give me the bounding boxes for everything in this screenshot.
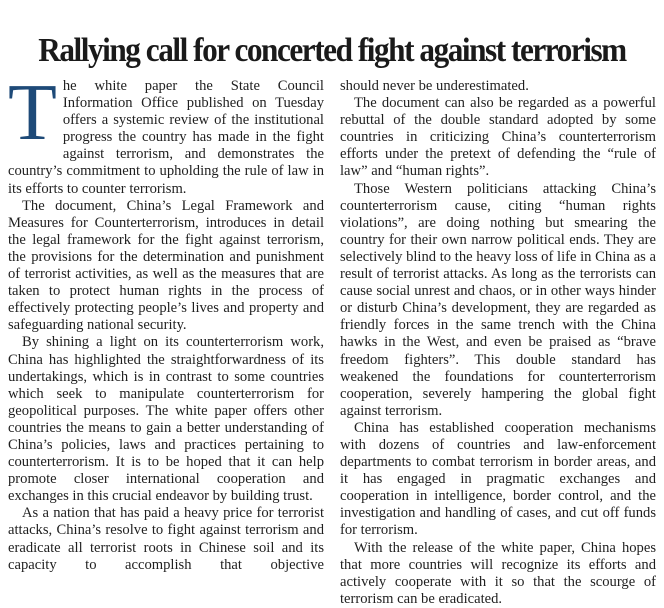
- headline: Rallying call for concerted fight against terrorism: [38, 31, 626, 69]
- article-column-left: [8, 69, 324, 574]
- paragraph-4: As a nation that has paid a heavy price for terrorist attacks, China’s resolve to fight against terrorism and eradicate all terrorist roots in Chinese soil and its capacity to accomplish that objective: [8, 505, 324, 573]
- paragraph-3: By shining a light on its counterterrorism work, China has highlighted the straightforwardness of its undertakings, which is in contrast to some countries which seek to manipulate counterterrorism for geopolitical purposes. The white paper offers other countries the means to gain a better understanding of China’s policies, laws and practices pertaining to counterterrorism. It is to be hoped that it can help promote closer international cooperation and exchanges in this crucial endeavor by building trust.: [8, 334, 324, 505]
- article-column-right: [340, 78, 656, 608]
- paragraph-8: With the release of the white paper, China hopes that more countries will recognize its efforts and actively cooperate with it so that the scourge of terrorism can be eradicated.: [340, 539, 656, 607]
- drop-cap: T: [8, 69, 57, 157]
- paragraph-1-text: he white paper the State Council Information Office published on Tuesday offers a systemic review of the institutional progress the country has made in the fight against terrorism, and demonstrates the country’s commitment to upholding the rule of law in its efforts to counter terrorism.: [8, 78, 324, 197]
- paragraph-7: China has established cooperation mechanisms with dozens of countries and law-enforcement departments to combat terrorism in border areas, and it has engaged in pragmatic exchanges and cooperation in intelligence, border control, and the investigation and handling of cases, and cut off funds for terrorism.: [340, 419, 656, 539]
- paragraph-5: The document can also be regarded as a powerful rebuttal of the double standard adopted by some countries in criticizing China’s counterterrorism efforts under the pretext of defending the “rule of law” and “human rights”.: [340, 95, 656, 180]
- paragraph-4-continued: should never be underestimated.: [340, 78, 529, 94]
- paragraph-1: [8, 69, 324, 198]
- paragraph-6: Those Western politicians attacking China’s counterterrorism cause, citing “human rights violations”, are doing nothing but smearing the country for their own narrow political ends. They are selectively blind to the heavy loss of life in China as a result of terrorist attacks. As long as the terrorists can cause social unrest and chaos, or in other ways hinder or disturb China’s development, they are regarded as friendly forces in the same trench with the China hawks in the West, and even be praised as “brave freedom fighters”. This double standard has weakened the foundations for counterterrorism cooperation, severely hampering the global fight against terrorism.: [340, 180, 656, 419]
- paragraph-2: The document, China’s Legal Framework and Measures for Counterterrorism, introduces in detail the legal framework for the fight against terrorism, the provisions for the determination and punishment of terrorist activities, as well as the measures that are taken to protect human rights in the process of effectively protecting people’s lives and property and safeguarding national security.: [8, 197, 324, 334]
